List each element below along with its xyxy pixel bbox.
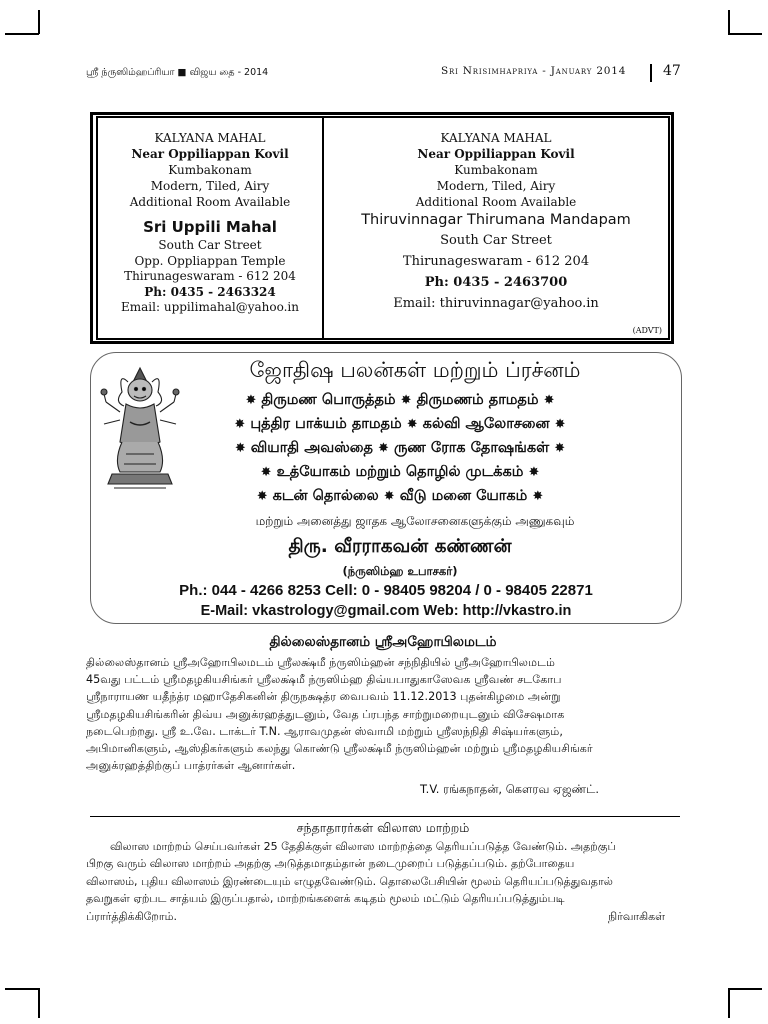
star-bullet-icon: ✸ [406, 417, 418, 432]
ad-left-box [96, 116, 324, 340]
star-bullet-icon: ✸ [260, 465, 272, 480]
article-signature: T.V. ரங்கநாதன், கௌரவ ஏஜண்ட். [420, 782, 599, 796]
ad-right-line2: Near Oppiliappan Kovil [417, 147, 575, 161]
astrologer-subtitle: (ந்ருஸிம்ஹ உபாசகர்) [342, 564, 458, 578]
star-bullet-icon: ✸ [554, 417, 566, 432]
crop-mark [728, 988, 730, 1018]
notice-line: தவறுகள் ஏற்பட சாத்யம் இருப்பதால், மாற்றங்களைக் கடிதம் மூலம் மட்டும் தெரியப்படுத்தும்படி [86, 892, 565, 906]
star-bullet-icon: ✸ [256, 489, 268, 504]
astro-phone: Ph.: 044 - 4266 8253 Cell: 0 - 98405 98204 / 0 - 98405 22871 [179, 582, 593, 599]
crop-mark [5, 33, 39, 35]
astro-consult-text: மற்றும் அனைத்து ஜாதக ஆலோசனைகளுக்கும் அணுகவும் [255, 514, 575, 528]
ad-right-email: Email: thiruvinnagar@yahoo.in [393, 296, 599, 311]
header-left-text: ஸ்ரீ ந்ருஸிம்ஹப்ரியா ■ விஜய தை - 2014 [86, 67, 269, 78]
service-item: ருண ரோக தோஷங்கள் [393, 440, 550, 456]
star-bullet-icon: ✸ [383, 489, 395, 504]
ad-right-addr1: South Car Street [440, 233, 552, 248]
ad-left-phone: Ph: 0435 - 2463324 [144, 284, 276, 299]
astro-title: ஜோதிஷ பலன்கள் மற்றும் ப்ரச்னம் [249, 358, 581, 382]
ad-left-email: Email: uppilimahal@yahoo.in [121, 300, 299, 314]
astro-service-row [180, 440, 620, 458]
service-item: புத்திர பாக்யம் தாமதம் [250, 416, 402, 432]
article-body [86, 654, 680, 774]
article-line: அனுக்ரஹத்திற்குப் பாத்ரர்கள் ஆனார்கள். [86, 759, 296, 773]
service-item: வியாதி அவஸ்தை [250, 440, 373, 456]
notice-line: ப்ரார்த்திக்கிறோம். [86, 909, 177, 923]
notice-body [86, 838, 680, 925]
service-item: திருமணம் தாமதம் [416, 392, 539, 408]
star-bullet-icon: ✸ [543, 393, 555, 408]
notice-title: சந்தாதாரர்கள் விலாஸ மாற்றம் [296, 820, 470, 835]
section-divider [90, 816, 680, 817]
article-title: தில்லைஸ்தானம் ஸ்ரீஅஹோபிலமடம் [269, 634, 497, 650]
notice-line: விலாஸம், புதிய விலாஸம் இரண்டையும் எழுதவேண்டும். தொலைபேசியின் மூலம் தெரியப்படுத்துவதால் [86, 874, 613, 888]
article-line: ஸ்ரீமதழகியசிங்கரின் திவ்ய அனுக்ரஹத்துடனும், வேத ப்ரபந்த சாற்றுமறையுடனும் விசேஷமாக [86, 707, 565, 721]
notice-line: பிறகு வரும் விலாஸ மாற்றம் அதற்கு அடுத்தமாதம்தான் நடைமுறைப் படுத்தப்படும். தற்போதைய [86, 857, 575, 871]
ad-left-line3: Kumbakonam [168, 163, 252, 177]
star-bullet-icon: ✸ [245, 393, 257, 408]
astro-service-row [180, 416, 620, 434]
ad-left-line5: Additional Room Available [129, 195, 291, 209]
article-line: ஸ்ரீநாராயண யதீந்த்ர மஹாதேசிகனின் திருநக்ஷத்ர வைபவம் 11.12.2013 புதன்கிழமை அன்று [86, 690, 561, 704]
notice-signature: நிர்வாகிகள் [608, 910, 666, 923]
ad-right-addr2: Thirunageswaram - 612 204 [402, 254, 590, 269]
article-line: நடைபெற்றது. ஸ்ரீ உ.வே. டாக்டர் T.N. ஆராவமுதன் ஸ்வாமி மற்றும் ஸ்ரீஸந்நிதி சிஷ்யர்களும், [86, 724, 563, 738]
astro-service-row [180, 464, 620, 482]
ad-left-addr3: Thirunageswaram - 612 204 [124, 269, 296, 283]
article-line: அபிமானிகளும், ஆஸ்திகர்களும் கலந்து கொண்டு ஸ்ரீலக்ஷ்மீ ந்ருஸிம்ஹன் மற்றும் ஸ்ரீமதழகியசிங்கர் [86, 742, 593, 756]
ad-right-line3: Kumbakonam [454, 163, 538, 177]
ad-left-line2: Near Oppiliappan Kovil [131, 147, 289, 161]
ad-right-phone: Ph: 0435 - 2463700 [424, 275, 568, 290]
article-line: 45வது பட்டம் ஸ்ரீமதழகியசிங்கர் ஸ்ரீலக்ஷ்மீ ந்ருஸிம்ஹ திவ்யபாதுகாஸேவக ஸ்ரீவண் சடகோப [86, 673, 562, 687]
ad-right-line1: KALYANA MAHAL [440, 131, 552, 145]
crop-mark [5, 988, 39, 990]
ad-left-name: Sri Uppili Mahal [143, 218, 277, 236]
astro-service-row [180, 488, 620, 506]
astrologer-name: திரு. வீரராகவன் கண்ணன் [288, 536, 512, 557]
star-bullet-icon: ✸ [532, 489, 544, 504]
service-item: வீடு மனை யோகம் [399, 488, 528, 504]
header-divider [650, 64, 652, 82]
star-bullet-icon: ✸ [234, 441, 246, 456]
service-item: கல்வி ஆலோசனை [422, 416, 550, 432]
star-bullet-icon: ✸ [378, 441, 389, 456]
ad-right-box [322, 116, 670, 340]
crop-mark [728, 988, 762, 990]
crop-mark [38, 988, 40, 1018]
ad-left-line4: Modern, Tiled, Airy [150, 179, 270, 193]
star-bullet-icon: ✸ [528, 465, 540, 480]
ad-left-addr1: South Car Street [158, 238, 262, 252]
advt-label: (ADVT) [632, 326, 662, 335]
crop-mark [38, 10, 40, 34]
header-right-text: Sri Nrisimhapriya - January 2014 [441, 65, 627, 77]
page-number: 47 [663, 63, 681, 79]
ad-right-name: Thiruvinnagar Thirumana Mandapam [361, 212, 631, 228]
article-line: தில்லைஸ்தானம் ஸ்ரீஅஹோபிலமடம் ஸ்ரீலக்ஷ்மீ ந்ருஸிம்ஹன் சந்நிதியில் ஸ்ரீஅஹோபிலமடம் [86, 656, 555, 669]
star-bullet-icon: ✸ [234, 417, 246, 432]
star-bullet-icon: ✸ [400, 393, 412, 408]
service-item: திருமண பொருத்தம் [261, 392, 396, 408]
ad-right-line4: Modern, Tiled, Airy [436, 179, 556, 193]
narasimha-deity-image [100, 362, 180, 492]
ad-left-addr2: Opp. Oppliappan Temple [134, 253, 286, 268]
crop-mark [728, 10, 730, 34]
ad-right-line5: Additional Room Available [415, 195, 577, 209]
notice-line: விலாஸ மாற்றம் செய்பவர்கள் 25 தேதிக்குள் விலாஸ மாற்றத்தை தெரியப்படுத்த வேண்டும். அதற்குப் [110, 840, 616, 853]
star-bullet-icon: ✸ [554, 441, 566, 456]
service-item: கடன் தொல்லை [272, 488, 379, 504]
ad-left-line1: KALYANA MAHAL [154, 131, 266, 145]
astro-service-row [180, 392, 620, 410]
crop-mark [728, 33, 762, 35]
astro-email-web: E-Mail: vkastrology@gmail.com Web: http://vkastro.in [200, 603, 572, 619]
service-item: உத்யோகம் மற்றும் தொழில் முடக்கம் [276, 464, 524, 480]
